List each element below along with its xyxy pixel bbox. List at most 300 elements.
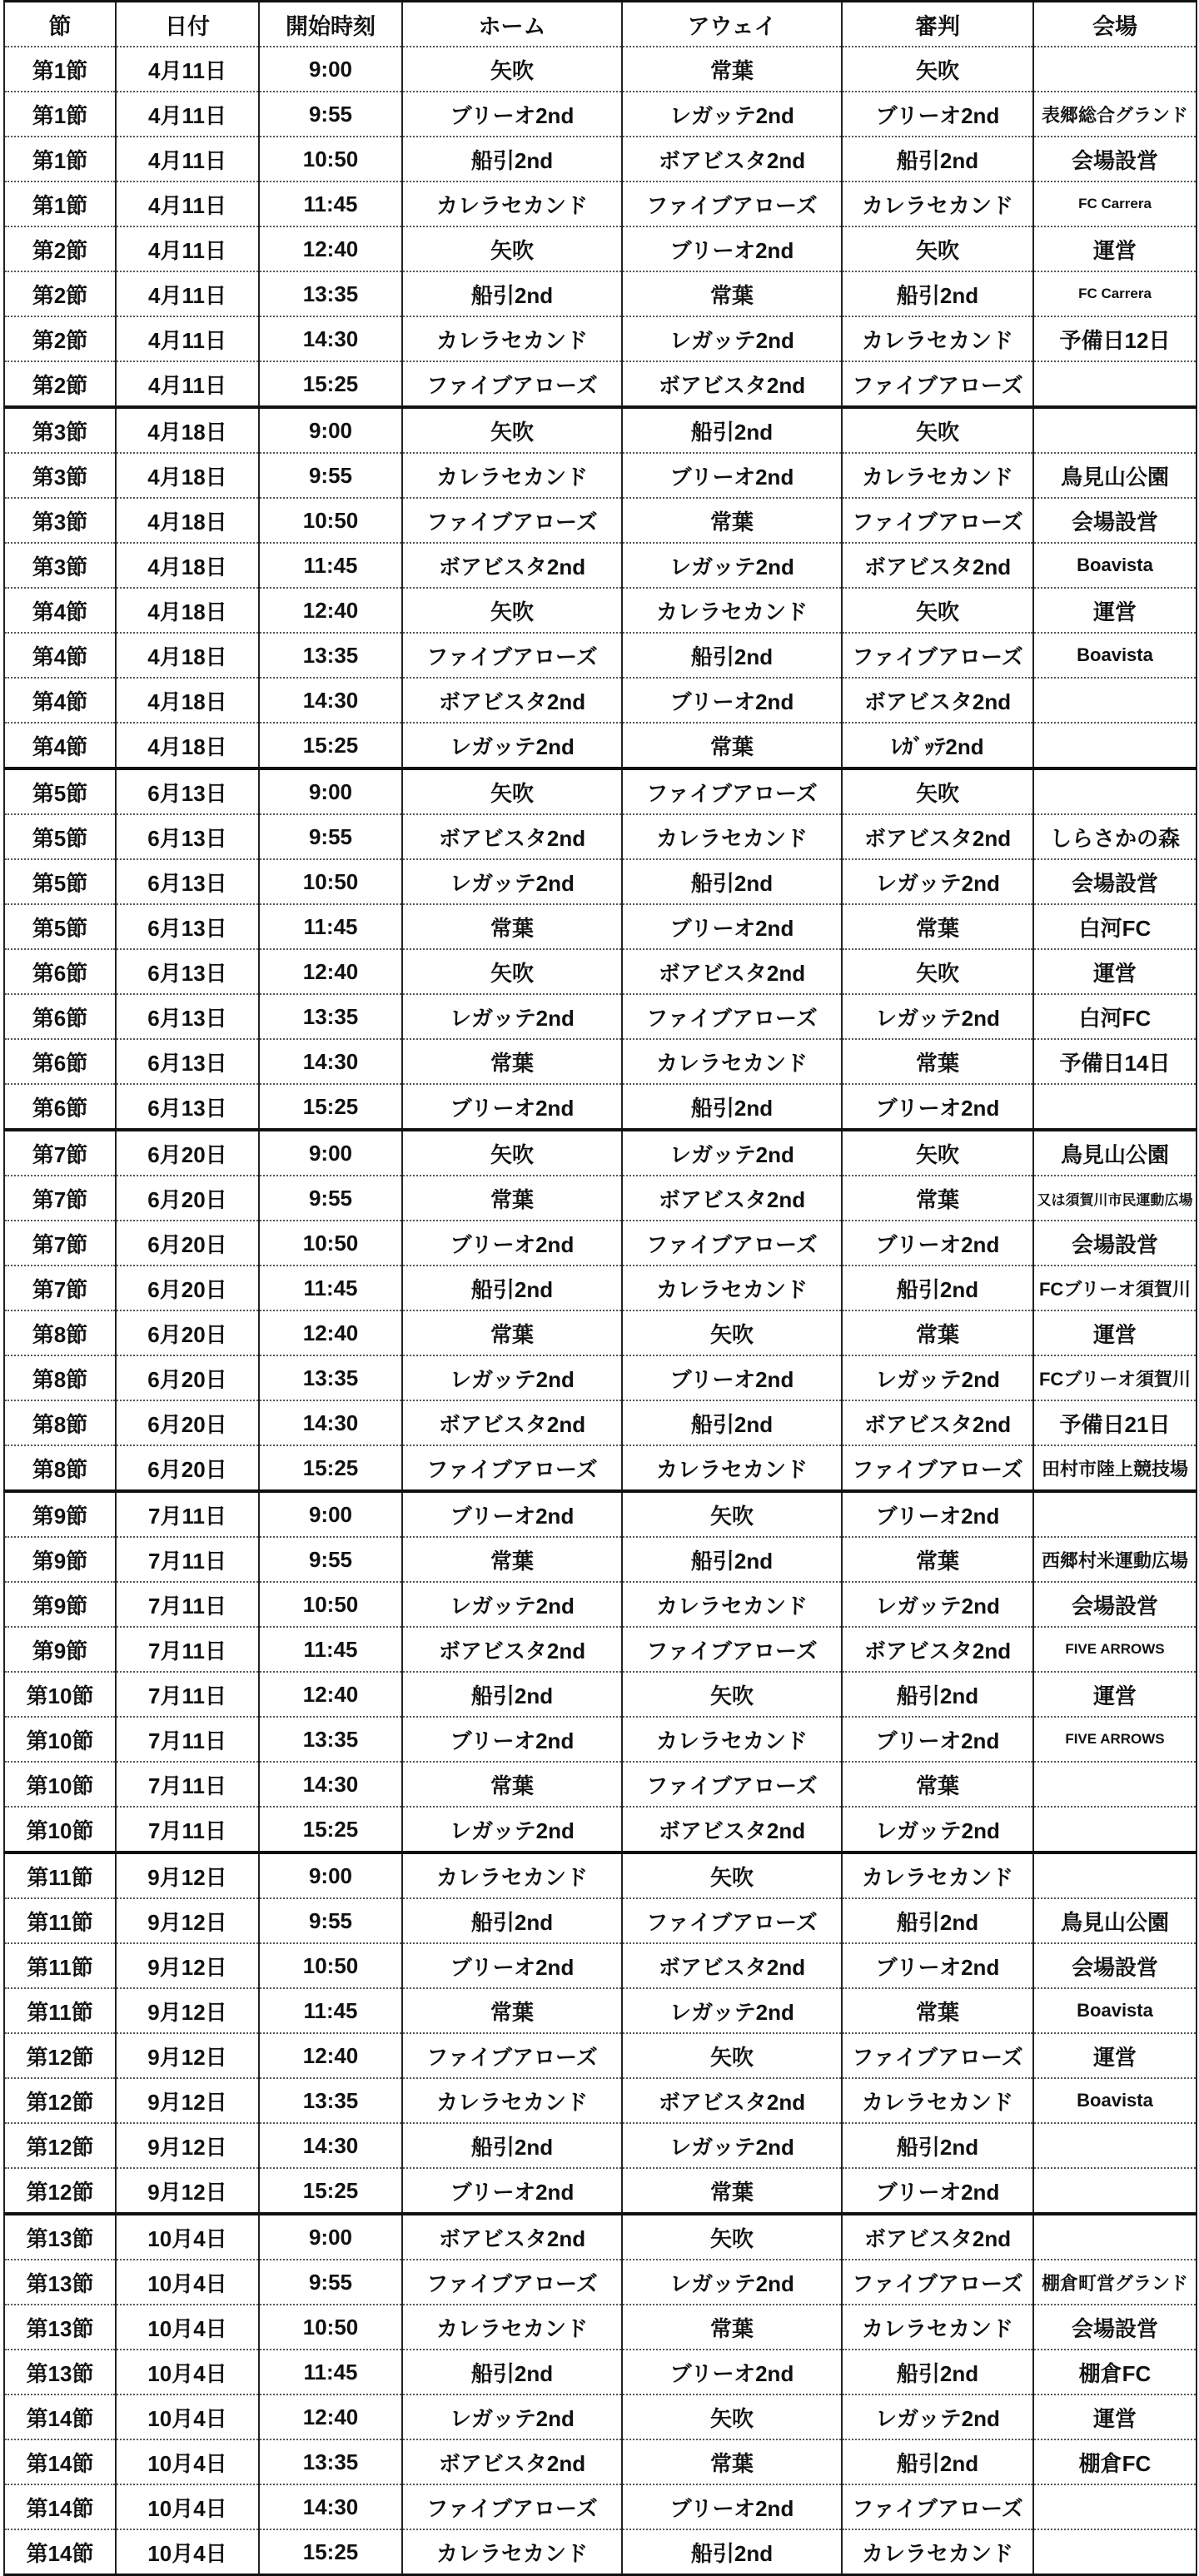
home-team-cell: ブリーオ2nd — [402, 1717, 622, 1762]
away-team-cell: ボアビスタ2nd — [622, 2078, 842, 2123]
referee-cell: ブリーオ2nd — [842, 92, 1033, 137]
referee-cell: 常葉 — [842, 1310, 1033, 1355]
date-cell: 6月13日 — [116, 768, 259, 814]
referee-cell: 船引2nd — [842, 2350, 1033, 2394]
table-row — [4, 2168, 1197, 2214]
venue-cell: 会場設営 — [1033, 498, 1197, 543]
start-time-cell: 9:00 — [259, 1852, 402, 1898]
round-cell: 第14節 — [4, 2484, 116, 2529]
home-team-cell: ファイブアローズ — [402, 498, 622, 543]
header-home: ホーム — [402, 2, 622, 47]
venue-cell: FCブリーオ須賀川 — [1033, 1355, 1197, 1400]
venue-cell — [1033, 1084, 1197, 1130]
referee-cell: カレラセカンド — [842, 316, 1033, 361]
referee-cell: 船引2nd — [842, 271, 1033, 316]
home-team-cell: ファイブアローズ — [402, 1445, 622, 1491]
referee-cell: 常葉 — [842, 1176, 1033, 1221]
round-cell: 第9節 — [4, 1582, 116, 1627]
home-team-cell: 船引2nd — [402, 271, 622, 316]
header-date: 日付 — [116, 2, 259, 47]
away-team-cell: 船引2nd — [622, 1084, 842, 1130]
home-team-cell: カレラセカンド — [402, 182, 622, 226]
referee-cell: 船引2nd — [842, 1266, 1033, 1310]
away-team-cell: 常葉 — [622, 723, 842, 768]
date-cell: 6月20日 — [116, 1221, 259, 1266]
referee-cell: レガッテ2nd — [842, 1355, 1033, 1400]
start-time-cell: 15:25 — [259, 361, 402, 407]
home-team-cell: カレラセカンド — [402, 2305, 622, 2350]
date-cell: 6月13日 — [116, 1039, 259, 1084]
date-cell: 10月4日 — [116, 2484, 259, 2529]
start-time-cell: 15:25 — [259, 2529, 402, 2575]
table-row — [4, 1445, 1197, 1491]
date-cell: 9月12日 — [116, 2078, 259, 2123]
away-team-cell: ブリーオ2nd — [622, 453, 842, 498]
start-time-cell: 14:30 — [259, 2484, 402, 2529]
home-team-cell: ボアビスタ2nd — [402, 2214, 622, 2260]
start-time-cell: 14:30 — [259, 1039, 402, 1084]
table-row — [4, 2529, 1197, 2575]
table-row — [4, 316, 1197, 361]
home-team-cell: カレラセカンド — [402, 1852, 622, 1898]
home-team-cell: ファイブアローズ — [402, 361, 622, 407]
round-cell: 第1節 — [4, 182, 116, 226]
table-row — [4, 1310, 1197, 1355]
home-team-cell: 常葉 — [402, 904, 622, 949]
home-team-cell: レガッテ2nd — [402, 859, 622, 904]
away-team-cell: 船引2nd — [622, 633, 842, 678]
start-time-cell: 9:55 — [259, 92, 402, 137]
round-cell: 第5節 — [4, 904, 116, 949]
referee-cell: 矢吹 — [842, 588, 1033, 633]
round-cell: 第4節 — [4, 633, 116, 678]
venue-cell — [1033, 407, 1197, 453]
start-time-cell: 12:40 — [259, 1672, 402, 1717]
venue-cell — [1033, 723, 1197, 768]
venue-cell: 鳥見山公園 — [1033, 453, 1197, 498]
round-cell: 第13節 — [4, 2350, 116, 2394]
table-row — [4, 1988, 1197, 2033]
table-row — [4, 226, 1197, 271]
away-team-cell: 常葉 — [622, 2168, 842, 2214]
round-cell: 第7節 — [4, 1221, 116, 1266]
start-time-cell: 12:40 — [259, 1310, 402, 1355]
home-team-cell: ボアビスタ2nd — [402, 2439, 622, 2484]
table-row — [4, 1355, 1197, 1400]
date-cell: 10月4日 — [116, 2394, 259, 2439]
away-team-cell: 船引2nd — [622, 1537, 842, 1582]
header-round: 節 — [4, 2, 116, 47]
header-away: アウェイ — [622, 2, 842, 47]
round-cell: 第4節 — [4, 678, 116, 723]
table-row — [4, 633, 1197, 678]
home-team-cell: レガッテ2nd — [402, 1807, 622, 1852]
referee-cell: レガッテ2nd — [842, 859, 1033, 904]
table-row — [4, 1762, 1197, 1807]
date-cell: 6月20日 — [116, 1130, 259, 1176]
home-team-cell: レガッテ2nd — [402, 994, 622, 1039]
referee-cell: カレラセカンド — [842, 2078, 1033, 2123]
table-row — [4, 1717, 1197, 1762]
round-cell: 第8節 — [4, 1400, 116, 1445]
date-cell: 4月18日 — [116, 407, 259, 453]
referee-cell: ファイブアローズ — [842, 2033, 1033, 2078]
round-cell: 第12節 — [4, 2123, 116, 2168]
venue-cell: 会場設営 — [1033, 2305, 1197, 2350]
start-time-cell: 14:30 — [259, 2123, 402, 2168]
round-cell: 第7節 — [4, 1266, 116, 1310]
away-team-cell: 船引2nd — [622, 407, 842, 453]
home-team-cell: レガッテ2nd — [402, 1582, 622, 1627]
start-time-cell: 11:45 — [259, 182, 402, 226]
home-team-cell: レガッテ2nd — [402, 2394, 622, 2439]
table-row — [4, 2305, 1197, 2350]
date-cell: 10月4日 — [116, 2305, 259, 2350]
referee-cell: ボアビスタ2nd — [842, 2214, 1033, 2260]
round-cell: 第10節 — [4, 1672, 116, 1717]
away-team-cell: カレラセカンド — [622, 1039, 842, 1084]
referee-cell: 常葉 — [842, 1537, 1033, 1582]
away-team-cell: 矢吹 — [622, 2033, 842, 2078]
home-team-cell: カレラセカンド — [402, 2529, 622, 2575]
referee-cell: レガッテ2nd — [842, 994, 1033, 1039]
home-team-cell: 矢吹 — [402, 768, 622, 814]
date-cell: 7月11日 — [116, 1717, 259, 1762]
date-cell: 4月18日 — [116, 588, 259, 633]
round-cell: 第7節 — [4, 1130, 116, 1176]
away-team-cell: カレラセカンド — [622, 588, 842, 633]
referee-cell: 矢吹 — [842, 949, 1033, 994]
away-team-cell: ボアビスタ2nd — [622, 1807, 842, 1852]
date-cell: 6月13日 — [116, 814, 259, 859]
table-row — [4, 1084, 1197, 1130]
date-cell: 10月4日 — [116, 2529, 259, 2575]
table-row — [4, 1221, 1197, 1266]
date-cell: 10月4日 — [116, 2214, 259, 2260]
table-row — [4, 1672, 1197, 1717]
venue-cell: 運営 — [1033, 226, 1197, 271]
referee-cell: 矢吹 — [842, 1130, 1033, 1176]
round-cell: 第13節 — [4, 2260, 116, 2305]
away-team-cell: 常葉 — [622, 2439, 842, 2484]
home-team-cell: ファイブアローズ — [402, 633, 622, 678]
date-cell: 9月12日 — [116, 2123, 259, 2168]
venue-cell: 運営 — [1033, 949, 1197, 994]
home-team-cell: 船引2nd — [402, 2123, 622, 2168]
start-time-cell: 11:45 — [259, 2350, 402, 2394]
table-row — [4, 2260, 1197, 2305]
table-row — [4, 723, 1197, 768]
venue-cell: 鳥見山公園 — [1033, 1130, 1197, 1176]
venue-cell — [1033, 2214, 1197, 2260]
venue-cell: 予備日12日 — [1033, 316, 1197, 361]
date-cell: 9月12日 — [116, 1988, 259, 2033]
referee-cell: ﾚｶﾞｯﾃ2nd — [842, 723, 1033, 768]
table-row — [4, 1943, 1197, 1988]
header-venue: 会場 — [1033, 2, 1197, 47]
date-cell: 4月18日 — [116, 453, 259, 498]
start-time-cell: 13:35 — [259, 2078, 402, 2123]
referee-cell: ファイブアローズ — [842, 498, 1033, 543]
round-cell: 第3節 — [4, 453, 116, 498]
table-row — [4, 1582, 1197, 1627]
venue-cell — [1033, 361, 1197, 407]
table-row — [4, 2394, 1197, 2439]
date-cell: 6月13日 — [116, 994, 259, 1039]
away-team-cell: ボアビスタ2nd — [622, 1176, 842, 1221]
table-row — [4, 2350, 1197, 2394]
venue-cell: 運営 — [1033, 1672, 1197, 1717]
venue-cell: FIVE ARROWS — [1033, 1627, 1197, 1672]
start-time-cell: 14:30 — [259, 1762, 402, 1807]
date-cell: 4月18日 — [116, 498, 259, 543]
date-cell: 9月12日 — [116, 2168, 259, 2214]
home-team-cell: ブリーオ2nd — [402, 1491, 622, 1537]
referee-cell: 矢吹 — [842, 407, 1033, 453]
away-team-cell: カレラセカンド — [622, 1266, 842, 1310]
round-cell: 第4節 — [4, 588, 116, 633]
venue-cell: 又は須賀川市民運動広場 — [1033, 1176, 1197, 1221]
start-time-cell: 10:50 — [259, 137, 402, 182]
referee-cell: カレラセカンド — [842, 453, 1033, 498]
venue-cell: 予備日14日 — [1033, 1039, 1197, 1084]
table-row — [4, 768, 1197, 814]
date-cell: 9月12日 — [116, 1943, 259, 1988]
start-time-cell: 9:00 — [259, 1130, 402, 1176]
referee-cell: 船引2nd — [842, 1672, 1033, 1717]
venue-cell: 予備日21日 — [1033, 1400, 1197, 1445]
table-row — [4, 2033, 1197, 2078]
home-team-cell: ブリーオ2nd — [402, 1943, 622, 1988]
start-time-cell: 11:45 — [259, 904, 402, 949]
referee-cell: ファイブアローズ — [842, 1445, 1033, 1491]
venue-cell: しらさかの森 — [1033, 814, 1197, 859]
table-row — [4, 1627, 1197, 1672]
table-row — [4, 47, 1197, 92]
round-cell: 第5節 — [4, 859, 116, 904]
round-cell: 第10節 — [4, 1807, 116, 1852]
home-team-cell: カレラセカンド — [402, 453, 622, 498]
round-cell: 第9節 — [4, 1537, 116, 1582]
home-team-cell: 矢吹 — [402, 407, 622, 453]
start-time-cell: 10:50 — [259, 1582, 402, 1627]
away-team-cell: ブリーオ2nd — [622, 904, 842, 949]
venue-cell: 運営 — [1033, 588, 1197, 633]
venue-cell: 会場設営 — [1033, 137, 1197, 182]
venue-cell — [1033, 2529, 1197, 2575]
venue-cell: 白河FC — [1033, 904, 1197, 949]
table-row — [4, 1491, 1197, 1537]
venue-cell: 棚倉町営グランド — [1033, 2260, 1197, 2305]
referee-cell: レガッテ2nd — [842, 1807, 1033, 1852]
date-cell: 4月18日 — [116, 543, 259, 588]
home-team-cell: カレラセカンド — [402, 316, 622, 361]
start-time-cell: 13:35 — [259, 271, 402, 316]
venue-cell: 田村市陸上競技場 — [1033, 1445, 1197, 1491]
referee-cell: 常葉 — [842, 1762, 1033, 1807]
round-cell: 第12節 — [4, 2033, 116, 2078]
start-time-cell: 15:25 — [259, 1445, 402, 1491]
date-cell: 4月11日 — [116, 316, 259, 361]
away-team-cell: レガッテ2nd — [622, 1988, 842, 2033]
date-cell: 10月4日 — [116, 2350, 259, 2394]
referee-cell: レガッテ2nd — [842, 2394, 1033, 2439]
venue-cell: Boavista — [1033, 1988, 1197, 2033]
start-time-cell: 9:55 — [259, 1176, 402, 1221]
referee-cell: 矢吹 — [842, 226, 1033, 271]
start-time-cell: 9:55 — [259, 1537, 402, 1582]
date-cell: 6月20日 — [116, 1310, 259, 1355]
round-cell: 第4節 — [4, 723, 116, 768]
home-team-cell: ボアビスタ2nd — [402, 543, 622, 588]
home-team-cell: 船引2nd — [402, 1898, 622, 1943]
date-cell: 7月11日 — [116, 1582, 259, 1627]
round-cell: 第9節 — [4, 1627, 116, 1672]
round-cell: 第14節 — [4, 2529, 116, 2575]
referee-cell: カレラセカンド — [842, 182, 1033, 226]
referee-cell: ファイブアローズ — [842, 2260, 1033, 2305]
venue-cell — [1033, 2168, 1197, 2214]
home-team-cell: 矢吹 — [402, 47, 622, 92]
date-cell: 4月18日 — [116, 723, 259, 768]
venue-cell: 西郷村米運動広場 — [1033, 1537, 1197, 1582]
away-team-cell: レガッテ2nd — [622, 2123, 842, 2168]
away-team-cell: レガッテ2nd — [622, 1130, 842, 1176]
start-time-cell: 15:25 — [259, 1807, 402, 1852]
away-team-cell: 矢吹 — [622, 1852, 842, 1898]
venue-cell: 会場設営 — [1033, 859, 1197, 904]
referee-cell: 矢吹 — [842, 768, 1033, 814]
date-cell: 9月12日 — [116, 2033, 259, 2078]
home-team-cell: ボアビスタ2nd — [402, 1400, 622, 1445]
referee-cell: 常葉 — [842, 904, 1033, 949]
start-time-cell: 10:50 — [259, 498, 402, 543]
referee-cell: カレラセカンド — [842, 1852, 1033, 1898]
round-cell: 第6節 — [4, 949, 116, 994]
table-row — [4, 407, 1197, 453]
round-cell: 第3節 — [4, 543, 116, 588]
away-team-cell: 船引2nd — [622, 1400, 842, 1445]
start-time-cell: 11:45 — [259, 1627, 402, 1672]
round-cell: 第11節 — [4, 1898, 116, 1943]
venue-cell: Boavista — [1033, 543, 1197, 588]
home-team-cell: 船引2nd — [402, 1672, 622, 1717]
round-cell: 第13節 — [4, 2214, 116, 2260]
away-team-cell: ブリーオ2nd — [622, 678, 842, 723]
round-cell: 第8節 — [4, 1310, 116, 1355]
referee-cell: ファイブアローズ — [842, 361, 1033, 407]
start-time-cell: 14:30 — [259, 316, 402, 361]
away-team-cell: 常葉 — [622, 2305, 842, 2350]
round-cell: 第2節 — [4, 226, 116, 271]
home-team-cell: カレラセカンド — [402, 2078, 622, 2123]
start-time-cell: 10:50 — [259, 1221, 402, 1266]
date-cell: 6月20日 — [116, 1266, 259, 1310]
away-team-cell: レガッテ2nd — [622, 2260, 842, 2305]
away-team-cell: レガッテ2nd — [622, 316, 842, 361]
start-time-cell: 12:40 — [259, 226, 402, 271]
start-time-cell: 9:55 — [259, 453, 402, 498]
away-team-cell: ファイブアローズ — [622, 1627, 842, 1672]
round-cell: 第7節 — [4, 1176, 116, 1221]
round-cell: 第6節 — [4, 1084, 116, 1130]
start-time-cell: 15:25 — [259, 1084, 402, 1130]
table-row — [4, 2214, 1197, 2260]
table-row — [4, 1852, 1197, 1898]
round-cell: 第5節 — [4, 814, 116, 859]
venue-cell — [1033, 47, 1197, 92]
round-cell: 第8節 — [4, 1355, 116, 1400]
away-team-cell: カレラセカンド — [622, 814, 842, 859]
start-time-cell: 13:35 — [259, 1355, 402, 1400]
table-row — [4, 1130, 1197, 1176]
home-team-cell: 船引2nd — [402, 137, 622, 182]
date-cell: 4月11日 — [116, 182, 259, 226]
home-team-cell: ボアビスタ2nd — [402, 814, 622, 859]
date-cell: 4月18日 — [116, 633, 259, 678]
home-team-cell: ボアビスタ2nd — [402, 678, 622, 723]
home-team-cell: ファイブアローズ — [402, 2260, 622, 2305]
away-team-cell: 矢吹 — [622, 2394, 842, 2439]
date-cell: 7月11日 — [116, 1537, 259, 1582]
table-row — [4, 182, 1197, 226]
table-row — [4, 1266, 1197, 1310]
start-time-cell: 9:00 — [259, 1491, 402, 1537]
date-cell: 10月4日 — [116, 2260, 259, 2305]
date-cell: 4月11日 — [116, 137, 259, 182]
table-row — [4, 453, 1197, 498]
table-row — [4, 271, 1197, 316]
date-cell: 4月11日 — [116, 361, 259, 407]
round-cell: 第8節 — [4, 1445, 116, 1491]
home-team-cell: 矢吹 — [402, 949, 622, 994]
start-time-cell: 13:35 — [259, 1717, 402, 1762]
start-time-cell: 14:30 — [259, 1400, 402, 1445]
date-cell: 6月20日 — [116, 1400, 259, 1445]
venue-cell: 棚倉FC — [1033, 2350, 1197, 2394]
date-cell: 7月11日 — [116, 1672, 259, 1717]
date-cell: 6月13日 — [116, 949, 259, 994]
venue-cell: 会場設営 — [1033, 1943, 1197, 1988]
home-team-cell: 常葉 — [402, 1176, 622, 1221]
referee-cell: ブリーオ2nd — [842, 1717, 1033, 1762]
venue-cell — [1033, 1762, 1197, 1807]
referee-cell: カレラセカンド — [842, 2305, 1033, 2350]
referee-cell: ボアビスタ2nd — [842, 1400, 1033, 1445]
table-row — [4, 1176, 1197, 1221]
header-row — [4, 2, 1197, 47]
home-team-cell: 矢吹 — [402, 1130, 622, 1176]
referee-cell: ボアビスタ2nd — [842, 1627, 1033, 1672]
round-cell: 第11節 — [4, 1852, 116, 1898]
round-cell: 第1節 — [4, 92, 116, 137]
venue-cell: FC Carrera — [1033, 182, 1197, 226]
start-time-cell: 10:50 — [259, 1943, 402, 1988]
venue-cell — [1033, 678, 1197, 723]
away-team-cell: ブリーオ2nd — [622, 1355, 842, 1400]
away-team-cell: 船引2nd — [622, 2529, 842, 2575]
start-time-cell: 9:00 — [259, 768, 402, 814]
referee-cell: 船引2nd — [842, 1898, 1033, 1943]
away-team-cell: 常葉 — [622, 47, 842, 92]
table-row — [4, 2078, 1197, 2123]
table-row — [4, 92, 1197, 137]
round-cell: 第14節 — [4, 2394, 116, 2439]
start-time-cell: 11:45 — [259, 1266, 402, 1310]
referee-cell: ブリーオ2nd — [842, 2168, 1033, 2214]
home-team-cell: ファイブアローズ — [402, 2033, 622, 2078]
away-team-cell: ファイブアローズ — [622, 768, 842, 814]
